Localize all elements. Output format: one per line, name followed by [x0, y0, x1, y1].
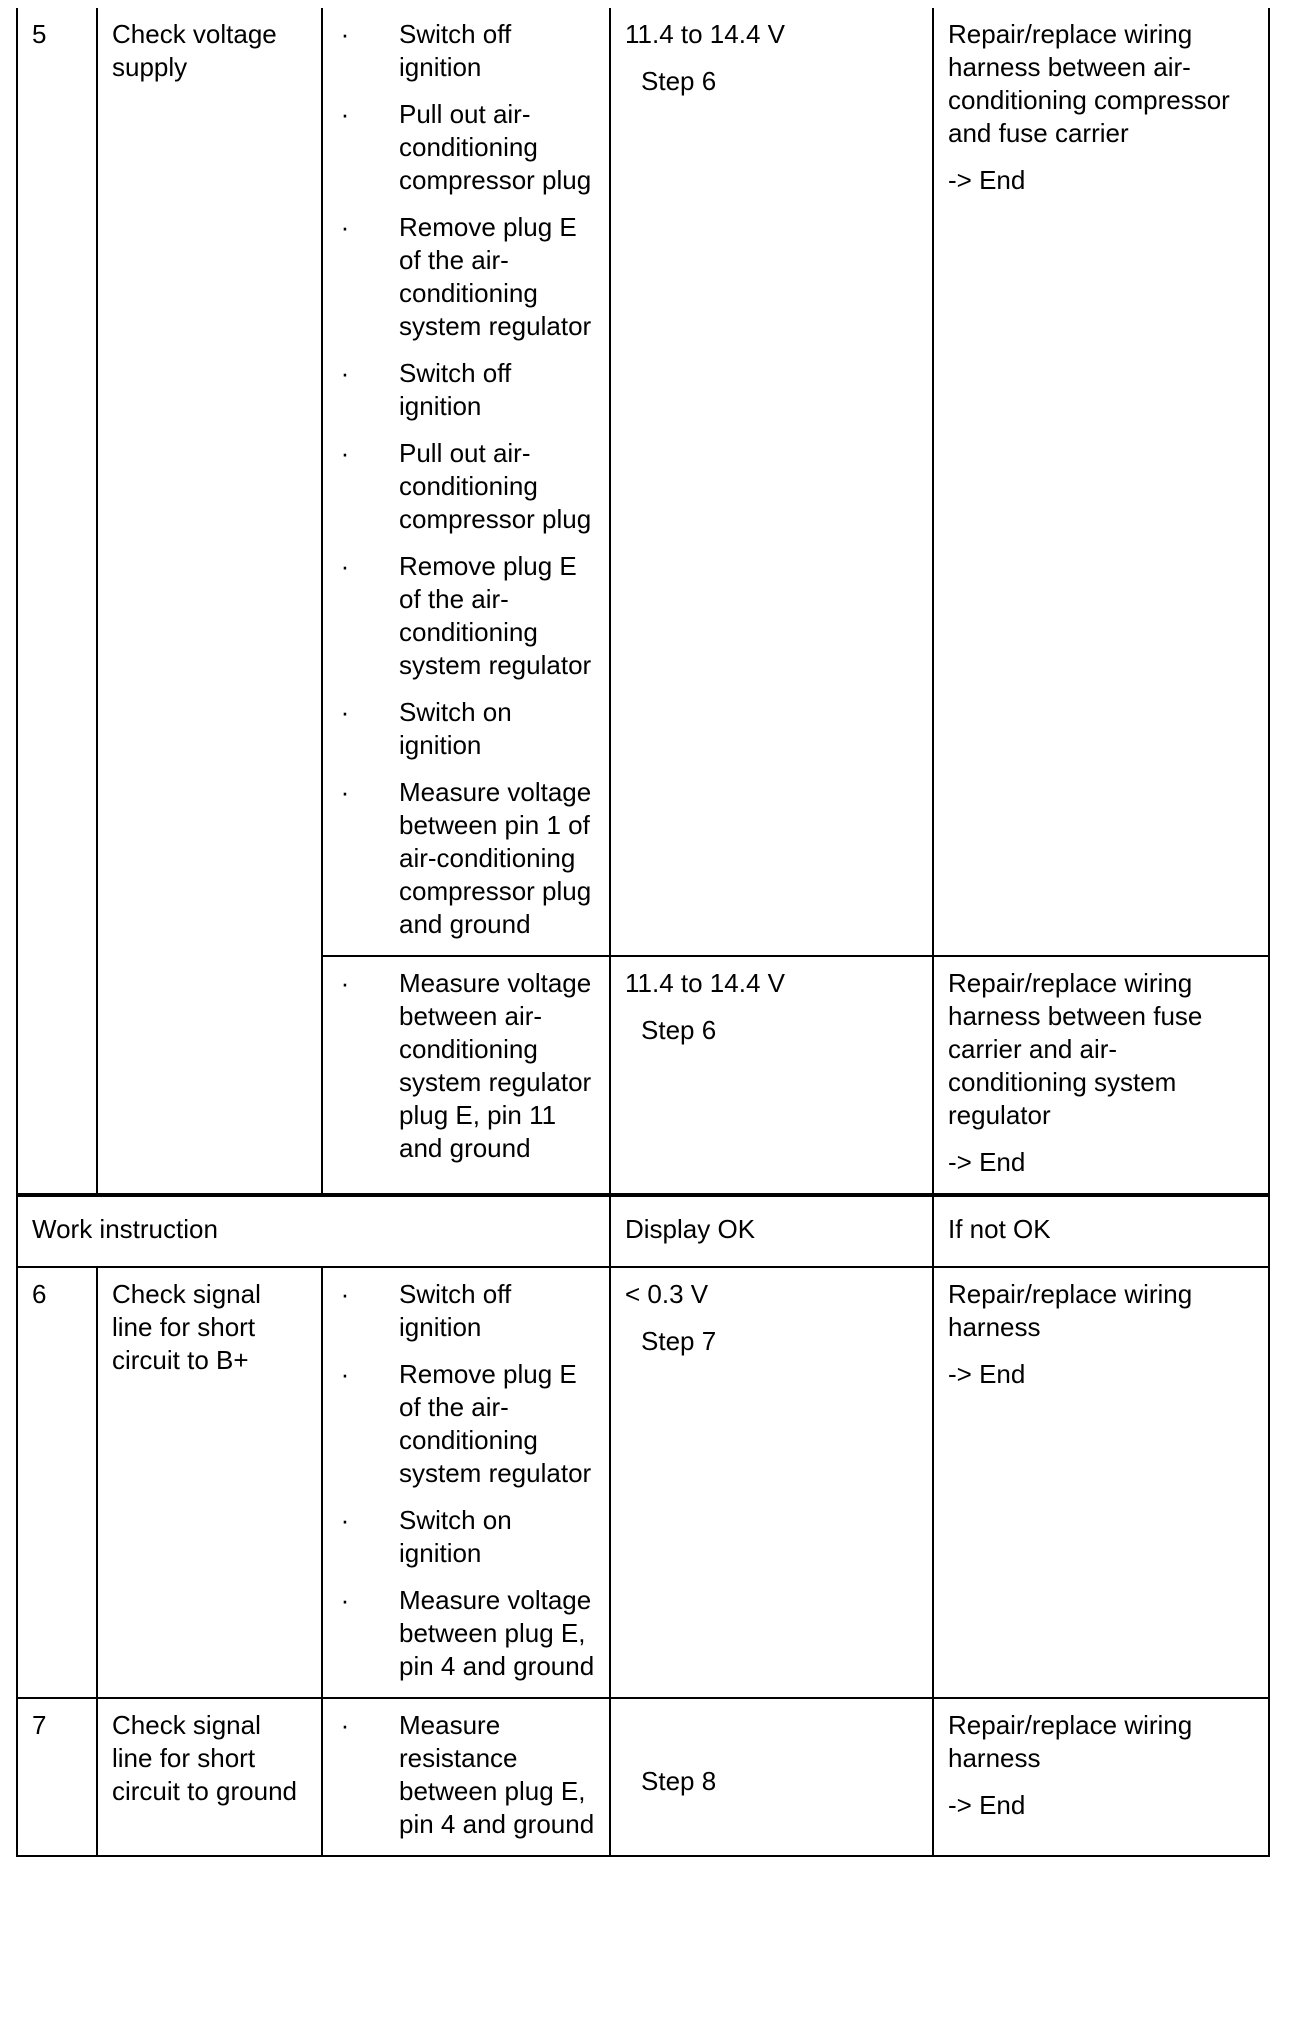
step-number: 7: [17, 1698, 97, 1856]
display-ok-cell: [610, 1698, 933, 1856]
step-title: Check voltage supply: [97, 8, 322, 1195]
display-ok-value: 11.4 to 14.4 V: [625, 968, 785, 998]
table-header-row: [17, 1195, 1269, 1267]
next-step: Step 8: [641, 1766, 717, 1796]
bullet-icon: ·: [340, 438, 350, 468]
if-not-ok-cell: [933, 1267, 1269, 1698]
end-marker: -> End: [948, 1147, 1026, 1177]
display-ok-value: < 0.3 V: [625, 1279, 709, 1309]
display-ok-cell: [610, 1267, 933, 1698]
list-item: · Switch on ignition: [337, 1504, 595, 1570]
list-item: · Measure resistance between plug E, pin 4 and ground: [337, 1709, 595, 1841]
display-ok-cell: [610, 8, 933, 956]
list-item: · Remove plug E of the air-conditioning system regulator: [337, 550, 595, 682]
instruction-list: [337, 967, 595, 1165]
if-not-ok-cell: [933, 8, 1269, 956]
bullet-icon: ·: [340, 1505, 350, 1535]
instruction-list: [337, 18, 595, 941]
next-step: Step 6: [641, 1015, 717, 1045]
list-item: · Switch off ignition: [337, 357, 595, 423]
bullet-icon: ·: [340, 19, 350, 49]
column-header-display-ok: Display OK: [610, 1195, 933, 1267]
bullet-icon: ·: [340, 1710, 350, 1740]
if-not-ok-cell: [933, 956, 1269, 1195]
display-ok-cell: [610, 956, 933, 1195]
bullet-icon: ·: [340, 212, 350, 242]
bullet-icon: ·: [340, 697, 350, 727]
bullet-icon: ·: [340, 551, 350, 581]
column-header-work-instruction: Work instruction: [17, 1195, 610, 1267]
instruction-cell: [322, 1267, 610, 1698]
list-item: · Pull out air-conditioning compressor plug: [337, 437, 595, 536]
list-item: · Measure voltage between plug E, pin 4 and ground: [337, 1584, 595, 1683]
list-item: · Remove plug E of the air-conditioning system regulator: [337, 1358, 595, 1490]
remedy-text: Repair/replace wiring harness between fuse carrier and air-conditioning system regulator: [948, 968, 1203, 1130]
bullet-icon: ·: [340, 99, 350, 129]
bullet-icon: ·: [340, 358, 350, 388]
instruction-cell: [322, 956, 610, 1195]
instruction-cell: [322, 8, 610, 956]
remedy-text: Repair/replace wiring harness: [948, 1710, 1193, 1773]
list-item: · Pull out air-conditioning compressor plug: [337, 98, 595, 197]
diagnostic-procedure-table: [16, 8, 1270, 1857]
list-item: · Switch off ignition: [337, 1278, 595, 1344]
next-step: Step 7: [641, 1326, 717, 1356]
step-title: Check signal line for short circuit to ground: [97, 1698, 322, 1856]
bullet-icon: ·: [340, 1359, 350, 1389]
table-row-step-7: [17, 1698, 1269, 1856]
bullet-icon: ·: [340, 1585, 350, 1615]
remedy-text: Repair/replace wiring harness: [948, 1279, 1193, 1342]
column-header-if-not-ok: If not OK: [933, 1195, 1269, 1267]
display-ok-value: 11.4 to 14.4 V: [625, 19, 785, 49]
list-item: · Measure voltage between pin 1 of air-conditioning compressor plug and ground: [337, 776, 595, 941]
step-number: 6: [17, 1267, 97, 1698]
step-number: 5: [17, 8, 97, 1195]
bullet-icon: ·: [340, 1279, 350, 1309]
list-item: · Switch off ignition: [337, 18, 595, 84]
list-item: · Switch on ignition: [337, 696, 595, 762]
next-step: Step 6: [641, 66, 717, 96]
end-marker: -> End: [948, 1790, 1026, 1820]
list-item: · Remove plug E of the air-conditioning system regulator: [337, 211, 595, 343]
remedy-text: Repair/replace wiring harness between air-conditioning compressor and fuse carrier: [948, 19, 1230, 148]
instruction-list: [337, 1709, 595, 1841]
if-not-ok-cell: [933, 1698, 1269, 1856]
list-item: · Measure voltage between air-conditioning system regulator plug E, pin 11 and ground: [337, 967, 595, 1165]
bullet-icon: ·: [340, 968, 350, 998]
end-marker: -> End: [948, 1359, 1026, 1389]
step-title: Check signal line for short circuit to B+: [97, 1267, 322, 1698]
instruction-list: [337, 1278, 595, 1683]
instruction-cell: [322, 1698, 610, 1856]
bullet-icon: ·: [340, 777, 350, 807]
table-row-step-5: [17, 8, 1269, 956]
end-marker: -> End: [948, 165, 1026, 195]
table-row-step-6: [17, 1267, 1269, 1698]
